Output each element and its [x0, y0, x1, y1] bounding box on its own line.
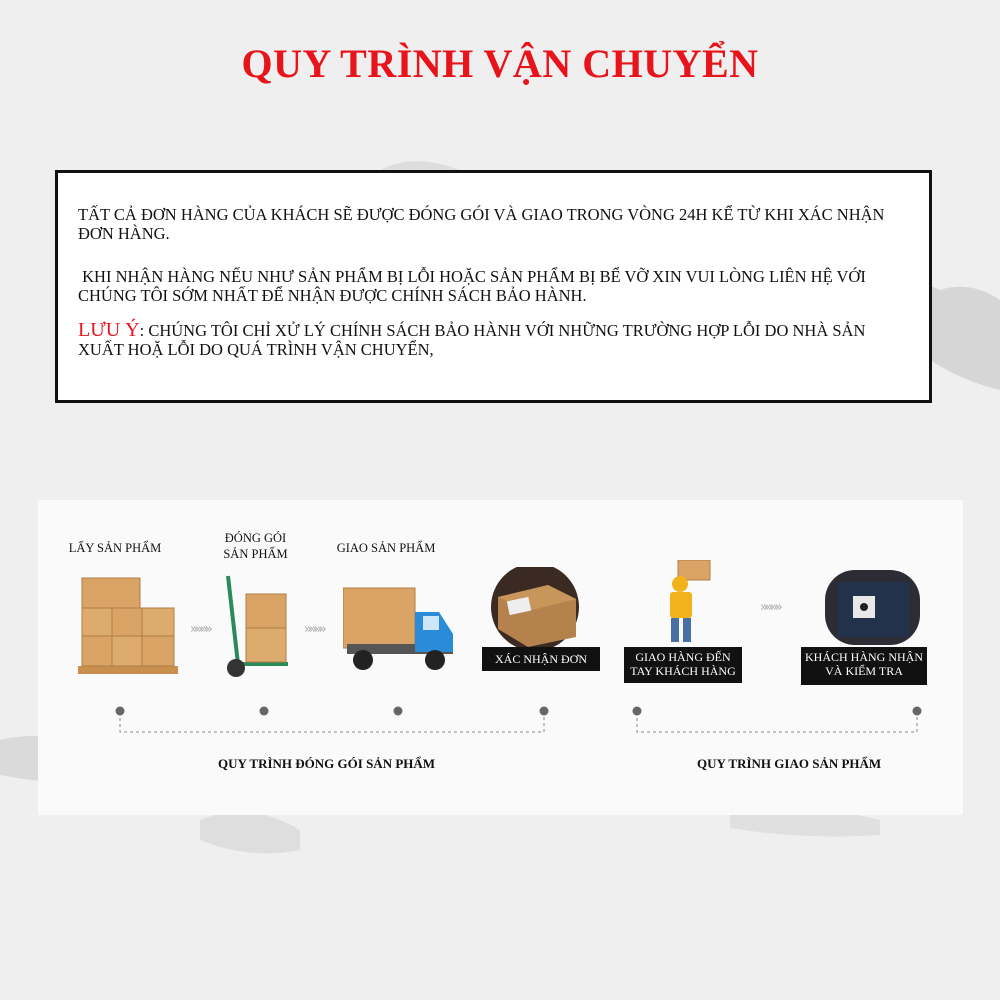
- note-label: LƯU Ý: [78, 319, 140, 341]
- shipping-process-panel: [38, 500, 963, 815]
- notice-paragraph-1: TẤT CẢ ĐƠN HÀNG CỦA KHÁCH SẼ ĐƯỢC ĐÓNG GÓI VÀ GIAO TRONG VÒNG 24H KỂ TỪ KHI XÁC NHẬN ĐƠN HÀNG.: [78, 205, 885, 243]
- phase-shipping-label: QUY TRÌNH GIAO SẢN PHẨM: [697, 756, 882, 771]
- step-confirm-label: XÁC NHẬN ĐƠN: [482, 647, 600, 671]
- shipping-notice-box: [55, 170, 932, 403]
- notice-paragraph-2: [78, 267, 909, 305]
- step-receive-line1: KHÁCH HÀNG NHẬN: [805, 650, 923, 664]
- step-handover-line2: TAY KHÁCH HÀNG: [630, 664, 736, 678]
- flow-arrows-2: »»»»: [304, 622, 324, 637]
- flow-arrows-1: »»»»: [190, 622, 210, 637]
- flow-arrows-3: »»»»: [760, 600, 780, 615]
- step-pack-line1: ĐÓNG GÓI: [224, 531, 287, 545]
- step-pack-line2: SẢN PHẨM: [223, 547, 288, 561]
- step-handover-line1: GIAO HÀNG ĐẾN: [635, 650, 731, 664]
- step-receive-line2: VÀ KIỂM TRA: [825, 664, 903, 678]
- step-deliver-label: GIAO SẢN PHẨM: [336, 541, 436, 555]
- notice-paragraph-2-text: KHI NHẬN HÀNG NẾU NHƯ SẢN PHẨM BỊ LỖI HOẶC SẢN PHẨM BỊ BỂ VỠ XIN VUI LÒNG LIÊN HỆ VỚI CHÚNG TÔI SỚM NHẤT ĐỂ NHẬN ĐƯỢC CHÍNH SÁCH BẢO HÀNH.: [78, 267, 870, 305]
- page-title: QUY TRÌNH VẬN CHUYỂN: [241, 41, 759, 86]
- notice-note: [78, 321, 909, 359]
- step-pick-label: LẤY SẢN PHẨM: [68, 541, 162, 555]
- note-text: : CHÚNG TÔI CHỈ XỬ LÝ CHÍNH SÁCH BẢO HÀNH VỚI NHỮNG TRƯỜNG HỢP LỖI DO NHÀ SẢN XUẤT HOẶ LỖI DO QUÁ TRÌNH VẬN CHUYỂN,: [78, 321, 866, 359]
- phase-packing-label: QUY TRÌNH ĐÓNG GÓI SẢN PHẨM: [218, 756, 436, 771]
